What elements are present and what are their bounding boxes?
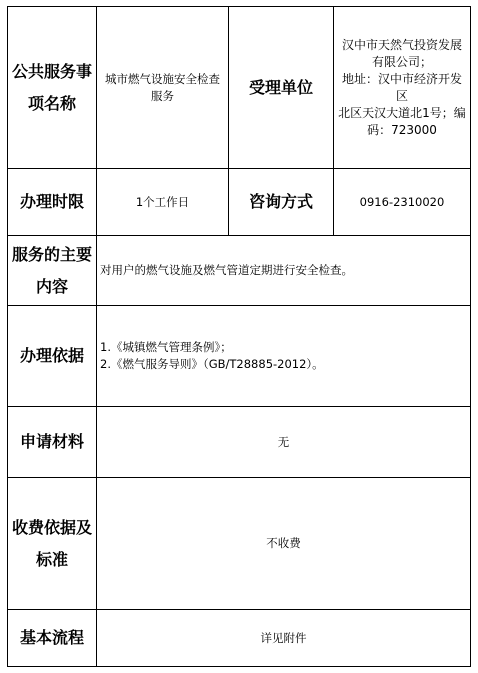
value-materials: 无 — [97, 407, 471, 478]
value-content: 对用户的燃气设施及燃气管道定期进行安全检查。 — [97, 236, 471, 306]
org-line: 有限公司； — [371, 54, 432, 69]
org-line: 码：723000 — [367, 122, 437, 137]
label-time-limit: 办理时限 — [8, 169, 97, 236]
label-basis: 办理依据 — [8, 306, 97, 407]
row-service-name — [8, 7, 471, 169]
org-line: 地址：汉中市经济开发区 — [341, 71, 462, 103]
row-process — [8, 610, 471, 667]
label-materials: 申请材料 — [8, 407, 97, 478]
value-accepting-unit — [334, 7, 471, 169]
value-process: 详见附件 — [97, 610, 471, 667]
value-time-limit: 1个工作日 — [97, 169, 229, 236]
row-time-limit — [8, 169, 471, 236]
row-fee — [8, 478, 471, 610]
label-accepting-unit: 受理单位 — [229, 7, 334, 169]
label-service-name: 公共服务事项名称 — [8, 7, 97, 169]
row-basis — [8, 306, 471, 407]
value-service-name: 城市燃气设施安全检查服务 — [97, 7, 229, 169]
label-contact: 咨询方式 — [229, 169, 334, 236]
service-info-table — [7, 6, 471, 667]
basis-item: 2.《燃气服务导则》（GB/T28885-2012）。 — [100, 357, 324, 371]
org-line: 汉中市天然气投资发展 — [341, 37, 462, 52]
value-fee: 不收费 — [97, 478, 471, 610]
org-line: 北区天汉大道北1号；编 — [338, 105, 466, 120]
row-content — [8, 236, 471, 306]
row-materials — [8, 407, 471, 478]
label-process: 基本流程 — [8, 610, 97, 667]
label-content: 服务的主要内容 — [8, 236, 97, 306]
value-contact: 0916-2310020 — [334, 169, 471, 236]
value-basis — [97, 306, 471, 407]
label-fee: 收费依据及标准 — [8, 478, 97, 610]
basis-item: 1.《城镇燃气管理条例》； — [100, 340, 232, 354]
